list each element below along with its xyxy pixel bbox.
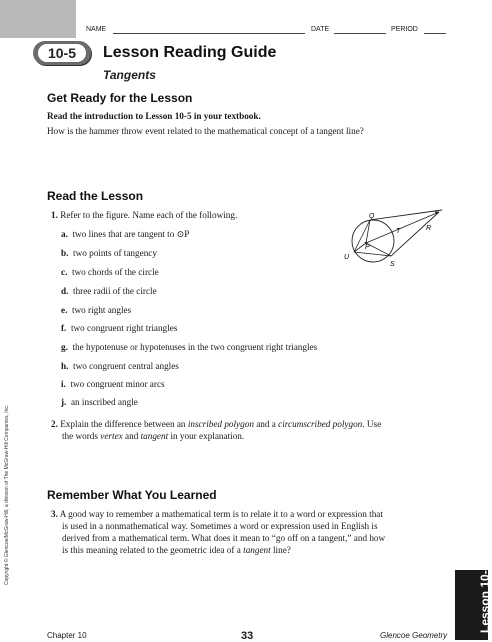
tangent-figure <box>340 206 448 278</box>
question-3-line-3: derived from a mathematical term. What does it mean to “go off on a tangent,” and how <box>62 533 386 543</box>
footer-book: Glencoe Geometry <box>380 631 448 640</box>
label-q: Q <box>369 213 375 220</box>
item-f-label: f. <box>61 323 67 333</box>
question-2 <box>51 418 381 430</box>
footer-chapter: Chapter 10 <box>47 631 87 640</box>
item-i-label: i. <box>61 379 66 389</box>
question-1-number: 1. <box>51 210 58 220</box>
item-h-label: h. <box>61 361 69 371</box>
question-3-em-tangent: tangent <box>243 545 271 555</box>
copyright-notice: Copyright © Glencoe/McGraw-Hill, a division of The McGraw-Hill Companies, Inc. <box>4 404 10 585</box>
name-field[interactable] <box>113 33 305 34</box>
item-b-label: b. <box>61 248 69 258</box>
question-2-text-1: Explain the difference between an <box>60 419 188 429</box>
name-label: NAME <box>86 26 107 33</box>
label-s: S <box>390 261 395 268</box>
item-a-label: a. <box>61 229 68 239</box>
question-3 <box>51 508 383 520</box>
lesson-side-tab-label: Lesson 10-5 <box>478 563 492 633</box>
question-2-text-6: in your explanation. <box>168 431 245 441</box>
period-label: PERIOD <box>391 26 418 33</box>
get-ready-heading: Get Ready for the Lesson <box>47 91 193 105</box>
item-b-text: two points of tangency <box>73 248 157 258</box>
label-t: T <box>396 228 401 235</box>
question-3-line-2: is used in a nonmathematical way. Sometimes a word or expression used in English is <box>62 521 378 531</box>
question-2-em-tangent: tangent <box>140 431 169 441</box>
item-e-label: e. <box>61 305 68 315</box>
label-r: R <box>426 225 432 232</box>
item-d <box>61 285 157 297</box>
question-2-text-5: and <box>122 431 141 441</box>
question-2-number: 2. <box>51 419 58 429</box>
item-i <box>61 378 165 390</box>
question-2-em-inscribed: inscribed polygon <box>187 419 254 429</box>
remember-heading: Remember What You Learned <box>47 488 217 502</box>
item-c <box>61 266 159 278</box>
item-c-label: c. <box>61 267 68 277</box>
item-g-text: the hypotenuse or hypotenuses in the two congruent right triangles <box>72 342 318 352</box>
corner-decoration <box>0 0 76 38</box>
item-a-text: two lines that are tangent to ⊙P <box>72 229 190 239</box>
item-j-text: an inscribed angle <box>70 397 138 407</box>
footer-page-number: 33 <box>241 630 254 642</box>
date-field[interactable] <box>334 33 386 34</box>
lesson-side-tab <box>455 563 492 640</box>
item-f <box>61 322 177 334</box>
question-3-line-4 <box>62 544 291 556</box>
question-2-em-circumscribed: circumscribed polygon <box>278 419 363 429</box>
question-2-text-2: and a <box>253 419 279 429</box>
question-1-text: Refer to the figure. Name each of the following. <box>60 210 238 220</box>
item-e <box>61 304 131 316</box>
question-2-line-2 <box>62 430 244 442</box>
chord-us <box>354 252 391 256</box>
question-3-text-4c: line? <box>270 545 291 555</box>
item-i-text: two congruent minor arcs <box>70 379 165 389</box>
label-u: U <box>344 254 350 261</box>
item-g-label: g. <box>61 342 68 352</box>
item-h-text: two congruent central angles <box>73 361 179 371</box>
item-a <box>61 228 189 240</box>
label-p: P <box>365 244 370 251</box>
question-3-line-1: A good way to remember a mathematical term is to relate it to a word or expression that <box>59 509 383 519</box>
lesson-number: 10-5 <box>38 44 86 62</box>
get-ready-instruction: Read the introduction to Lesson 10-5 in your textbook. <box>47 111 261 121</box>
question-3-text-4a: is this meaning related to the geometric idea of a <box>62 545 244 555</box>
item-j <box>61 396 138 408</box>
question-1 <box>51 209 237 221</box>
page-title: Lesson Reading Guide <box>103 44 277 61</box>
page-subtitle: Tangents <box>103 68 156 82</box>
get-ready-question: How is the hammer throw event related to the mathematical concept of a tangent line? <box>47 126 364 136</box>
item-j-label: j. <box>61 397 67 407</box>
item-e-text: two right angles <box>71 305 132 315</box>
question-2-text-3: . Use <box>362 419 382 429</box>
question-2-text-4: the words <box>62 431 101 441</box>
item-d-label: d. <box>61 286 69 296</box>
item-c-text: two chords of the circle <box>71 267 159 277</box>
read-lesson-heading: Read the Lesson <box>47 189 144 203</box>
date-label: DATE <box>311 26 330 33</box>
item-g <box>61 341 317 353</box>
lesson-number-badge <box>33 41 91 65</box>
question-2-em-vertex: vertex <box>100 431 123 441</box>
item-f-text: two congruent right triangles <box>70 323 178 333</box>
item-b <box>61 247 157 259</box>
question-3-number: 3. <box>51 509 58 519</box>
period-field[interactable] <box>424 33 446 34</box>
item-d-text: three radii of the circle <box>73 286 157 296</box>
item-h <box>61 360 179 372</box>
